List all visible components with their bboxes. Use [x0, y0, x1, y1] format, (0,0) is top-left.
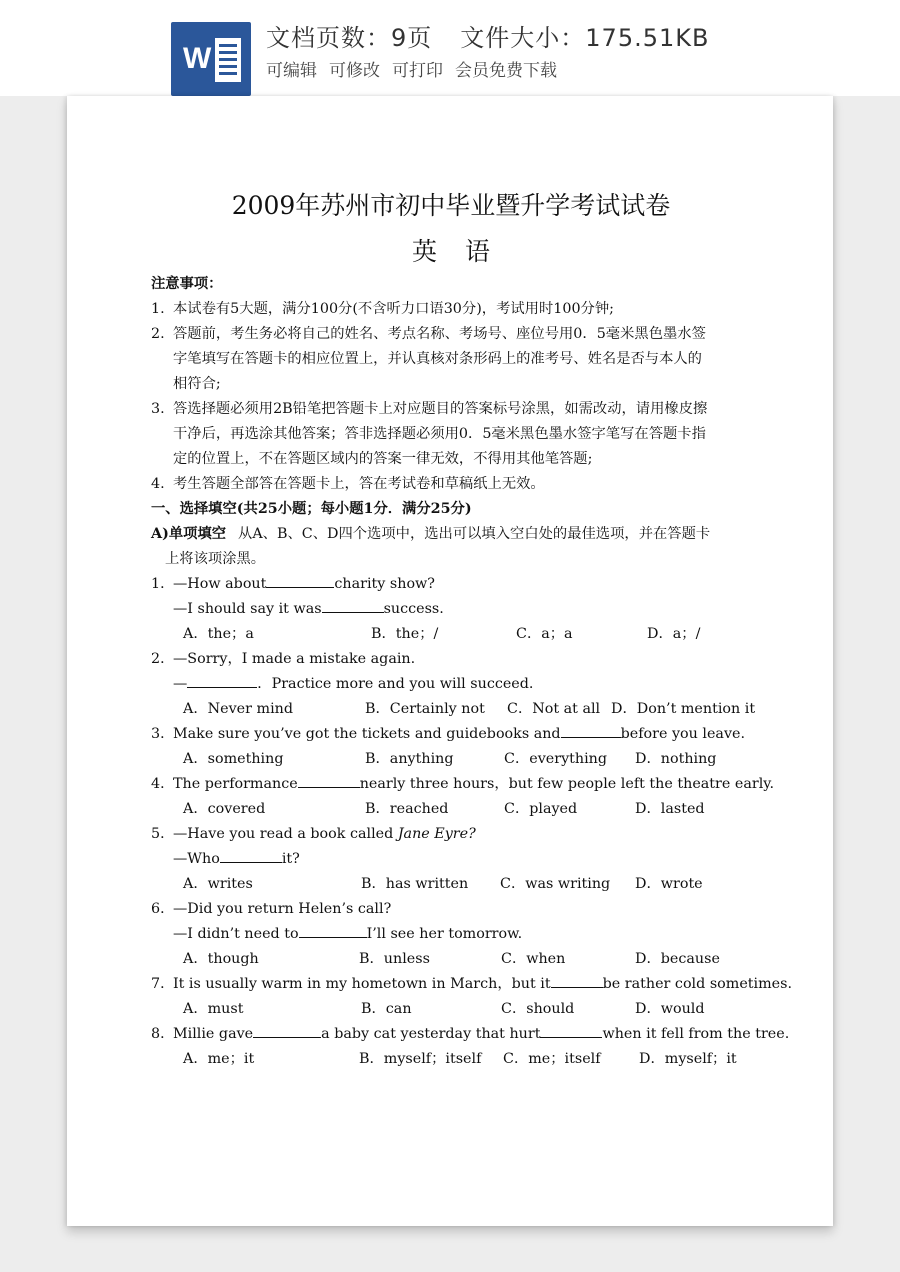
answer-blank: [561, 723, 621, 738]
option-c: C．played: [504, 801, 578, 817]
question-line: [151, 897, 751, 922]
question-text: —I should say it was: [173, 601, 322, 617]
question-list: [151, 572, 792, 1072]
question-number: 8．: [151, 1026, 175, 1042]
option-a: A．must: [183, 1001, 244, 1017]
question-text: Jane Eyre?: [397, 826, 476, 842]
page-count: 文档页数：9页: [266, 24, 433, 52]
option-b: B．reached: [365, 801, 449, 817]
section-a-instruction-1: 从A、B、C、D四个选项中，选出可以填入空白处的最佳选项，并在答题卡: [238, 526, 711, 542]
answer-blank: [551, 973, 603, 988]
question-text: Millie gave: [173, 1026, 254, 1042]
option-a: A．something: [183, 751, 284, 767]
question-text: —: [173, 676, 188, 692]
option-d: D．nothing: [635, 751, 717, 767]
question-number: 7．: [151, 976, 175, 992]
option-d: D．lasted: [635, 801, 705, 817]
question-number: 6．: [151, 901, 175, 917]
question-text: —How about: [173, 576, 267, 592]
option-a: A．though: [183, 951, 259, 967]
feature-modifiable: 可修改: [329, 61, 380, 81]
question-line: [151, 922, 751, 947]
question-number: 3．: [151, 726, 175, 742]
note-item: [151, 472, 751, 497]
question-item: [151, 572, 751, 647]
options-row: [183, 1047, 751, 1072]
option-c: C．should: [501, 1001, 575, 1017]
option-c: C．a；a: [516, 626, 573, 642]
option-d: D．Don’t mention it: [611, 701, 756, 717]
note-text: 答选择题必须用2B铅笔把答题卡上对应题目的答案标号涂黑，如需改动，请用橡皮擦: [173, 401, 708, 417]
question-text: —Sorry，I made a mistake again.: [173, 651, 416, 667]
doc-lines-icon: [215, 38, 241, 82]
note-number: 2.: [151, 326, 165, 342]
exam-subject: 英语: [411, 237, 518, 266]
options-row: [183, 947, 751, 972]
question-item: [151, 772, 774, 822]
note-text: 干净后，再选涂其他答案；答非选择题必须用0．5毫米黑色墨水签字笔写在答题卡指: [173, 426, 706, 442]
word-doc-icon: [171, 22, 251, 96]
question-text: when it fell from the tree.: [602, 1026, 790, 1042]
document-page: [67, 96, 833, 1226]
question-text: —Have you read a book called: [173, 826, 398, 842]
option-a: A．the；a: [183, 626, 254, 642]
note-number: 4.: [151, 476, 165, 492]
feature-editable: 可编辑: [266, 61, 317, 81]
note-text: 本试卷有5大题，满分100分(不含听力口语30分)，考试用时100分钟;: [173, 301, 614, 317]
question-text: I’ll see her tomorrow.: [366, 926, 523, 942]
section-one-heading: 一、选择填空(共25小题；每小题1分．满分25分): [151, 501, 472, 517]
question-text: The performance: [173, 776, 298, 792]
option-d: D．because: [635, 951, 720, 967]
option-d: D．would: [635, 1001, 705, 1017]
option-a: A．Never mind: [183, 701, 293, 717]
option-b: B．Certainly not: [365, 701, 485, 717]
question-text: —Did you return Helen’s call?: [173, 901, 392, 917]
option-b: B．the；/: [371, 626, 439, 642]
option-c: C．Not at all: [507, 701, 601, 717]
answer-blank: [220, 848, 282, 863]
option-b: B．unless: [359, 951, 430, 967]
note-text: 考生答题全部答在答题卡上，答在考试卷和草稿纸上无效。: [173, 476, 545, 492]
answer-blank: [187, 673, 257, 688]
options-row: [183, 622, 751, 647]
question-item: [151, 822, 751, 897]
question-line: [151, 647, 751, 672]
file-size: 文件大小：175.51KB: [460, 24, 710, 52]
section-a-instruction-2: 上将该项涂黑。: [165, 551, 266, 567]
question-text: —I didn’t need to: [173, 926, 299, 942]
option-c: C．everything: [504, 751, 608, 767]
question-text: be rather cold sometimes.: [602, 976, 792, 992]
question-text: charity show?: [334, 576, 435, 592]
option-a: A．me；it: [183, 1051, 255, 1067]
exam-body: [151, 272, 792, 1072]
question-line: [151, 972, 792, 997]
notes-heading: 注意事项：: [151, 276, 223, 292]
answer-blank: [253, 1023, 321, 1038]
section-a-label: A)单项填空: [151, 526, 227, 542]
section-a-instructions: [151, 522, 751, 547]
options-row: [183, 872, 751, 897]
option-d: D．a；/: [647, 626, 701, 642]
feature-printable: 可打印: [392, 61, 443, 81]
question-text: It is usually warm in my hometown in March，but it: [173, 976, 551, 992]
notes-list: [151, 297, 751, 497]
download-banner: [0, 0, 900, 96]
option-d: D．wrote: [635, 876, 703, 892]
note-number: 3.: [151, 401, 165, 417]
question-text: ．Practice more and you will succeed.: [257, 676, 534, 692]
options-row: [183, 997, 751, 1022]
question-item: [151, 1022, 790, 1072]
question-item: [151, 972, 792, 1022]
file-meta: [266, 18, 709, 53]
question-number: 1．: [151, 576, 175, 592]
answer-blank: [322, 598, 384, 613]
note-item: [151, 397, 751, 472]
question-text: Make sure you’ve got the tickets and guidebooks and: [173, 726, 561, 742]
option-d: D．myself；it: [639, 1051, 737, 1067]
answer-blank: [540, 1023, 602, 1038]
answer-blank: [299, 923, 367, 938]
options-row: [183, 797, 751, 822]
question-text: it?: [281, 851, 300, 867]
question-number: 4．: [151, 776, 175, 792]
question-line: [151, 672, 751, 697]
exam-title: 2009年苏州市初中毕业暨升学考试试卷: [231, 191, 671, 220]
question-line: [151, 1022, 790, 1047]
option-c: C．was writing: [500, 876, 611, 892]
question-text: nearly three hours，but few people left the theatre early.: [359, 776, 774, 792]
question-line: [151, 772, 774, 797]
question-text: before you leave.: [620, 726, 746, 742]
option-b: B．myself；itself: [359, 1051, 482, 1067]
question-line: [151, 572, 751, 597]
option-c: C．me；itself: [503, 1051, 601, 1067]
options-row: [183, 747, 751, 772]
note-item: [151, 322, 751, 397]
option-a: A．covered: [183, 801, 266, 817]
question-line: [151, 722, 751, 747]
question-text: a baby cat yesterday that hurt: [321, 1026, 541, 1042]
options-row: [183, 697, 756, 722]
question-number: 5．: [151, 826, 175, 842]
question-item: [151, 647, 756, 722]
question-item: [151, 722, 751, 772]
option-c: C．when: [501, 951, 566, 967]
note-item: [151, 297, 751, 322]
option-b: B．can: [361, 1001, 412, 1017]
question-text: success.: [383, 601, 444, 617]
question-line: [151, 597, 751, 622]
note-text: 定的位置上，不在答题区域内的答案一律无效，不得用其他笔答题;: [173, 451, 593, 467]
feature-list: [266, 56, 569, 81]
answer-blank: [266, 573, 334, 588]
note-text: 字笔填写在答题卡的相应位置上，并认真核对条形码上的准考号、姓名是否与本人的: [173, 351, 702, 367]
question-line: [151, 847, 751, 872]
question-item: [151, 897, 751, 972]
question-text: —Who: [173, 851, 220, 867]
note-text: 答题前，考生务必将自己的姓名、考点名称、考场号、座位号用0．5毫米黑色墨水签: [173, 326, 706, 342]
option-b: B．anything: [365, 751, 454, 767]
answer-blank: [298, 773, 360, 788]
question-line: [151, 822, 751, 847]
option-b: B．has written: [361, 876, 469, 892]
word-icon-letter: W: [183, 42, 212, 75]
note-text: 相符合;: [173, 376, 221, 392]
option-a: A．writes: [183, 876, 253, 892]
feature-member-download: 会员免费下载: [455, 61, 557, 81]
note-number: 1.: [151, 301, 165, 317]
question-number: 2．: [151, 651, 175, 667]
